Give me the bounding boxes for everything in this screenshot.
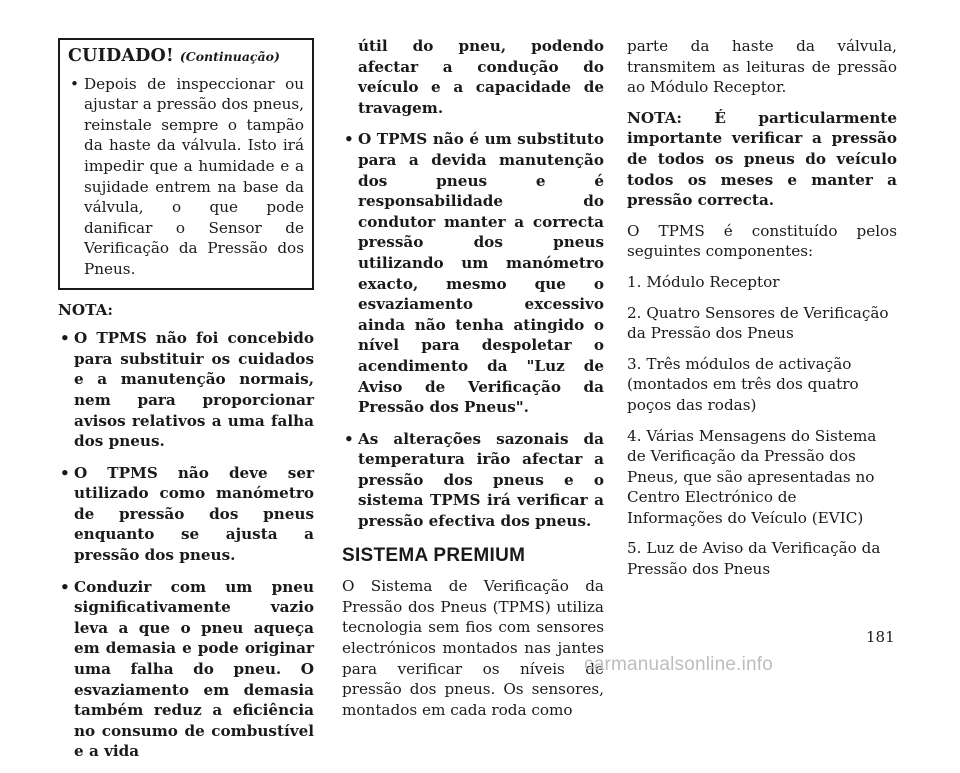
note-item: • O TPMS não deve ser utilizado como manómetro de pressão dos pneus enquanto se ajusta a pressão dos pneus. — [58, 463, 314, 566]
caution-box — [58, 38, 314, 290]
component-item: 3. Três módulos de activação (montados em três dos quatro poços das rodas) — [627, 354, 859, 414]
column-right — [627, 36, 897, 590]
caution-item: • Depois de inspeccionar ou ajustar a pressão dos pneus, reinstale sempre o tampão da haste da válvula. Isto irá impedir que a humidade e a sujidade entrem na base da válvula, o que pode danificar o Sensor de Verificação da Pressão dos Pneus. — [68, 74, 304, 280]
premium-intro-continued: parte da haste da válvula, transmitem as leituras de pressão ao Módulo Receptor. — [627, 37, 897, 97]
note-item-continued: útil do pneu, podendo afectar a condução do veículo e a capacidade de travagem. — [358, 37, 604, 117]
note-label: NOTA: — [58, 300, 113, 319]
component-item: 5. Luz de Aviso da Verificação da Pressão dos Pneus — [627, 539, 881, 579]
premium-intro: O Sistema de Verificação da Pressão dos Pneus (TPMS) utiliza tecnologia sem fios com sensores electrónicos montados nas jantes para verificar os níveis de pressão dos pneus. Os sensores, montados em cada roda como — [342, 577, 604, 719]
note-list-continued — [342, 129, 604, 531]
components-intro: O TPMS é constituído pelos seguintes componentes: — [627, 221, 897, 261]
caution-header — [68, 46, 304, 68]
caution-continuation: (Continuação) — [179, 49, 280, 64]
component-item: 2. Quatro Sensores de Verificação da Pressão dos Pneus — [627, 303, 889, 343]
premium-note — [627, 108, 897, 211]
caution-list — [68, 74, 304, 280]
component-item: 1. Módulo Receptor — [627, 272, 780, 291]
section-heading: SISTEMA PREMIUM — [342, 544, 526, 566]
note-item: • As alterações sazonais da temperatura irão afectar a pressão dos pneus e o sistema TPMS irá verificar a pressão efectiva dos pneus. — [342, 429, 604, 532]
column-left — [58, 36, 314, 773]
note-item: • O TPMS não foi concebido para substituir os cuidados e a manutenção normais, nem para proporcionar avisos relativos a uma falha dos pneus. — [58, 328, 314, 452]
page-number: 181 — [866, 628, 895, 646]
components-list — [627, 272, 897, 580]
note-list — [58, 328, 314, 762]
caution-title: CUIDADO! — [68, 46, 174, 66]
component-item: 4. Várias Mensagens do Sistema de Verificação da Pressão dos Pneus, que são apresentadas no Centro Electrónico de Informações do Veículo (EVIC) — [627, 426, 877, 527]
note-item: • Conduzir com um pneu significativamente vazio leva a que o pneu aqueça em demasia e pode originar uma falha do pneu. O esvaziamento em demasia também reduz a eficiência no consumo de combustível e a vida — [58, 577, 314, 762]
watermark: carmanualsonline.info — [584, 654, 774, 675]
premium-note-text: NOTA: É particularmente importante verificar a pressão de todos os pneus do veículo todos os meses e manter a pressão correcta. — [627, 108, 897, 210]
column-middle — [342, 36, 604, 730]
note-item: • O TPMS não é um substituto para a devida manutenção dos pneus e é responsabilidade do condutor manter a correcta pressão dos pneus utilizando um manómetro exacto, mesmo que o esvaziamento excessivo ainda não tenha atingido o nível para despoletar o acendimento da "Luz de Aviso de Verificação da Pressão dos Pneus". — [342, 129, 604, 417]
